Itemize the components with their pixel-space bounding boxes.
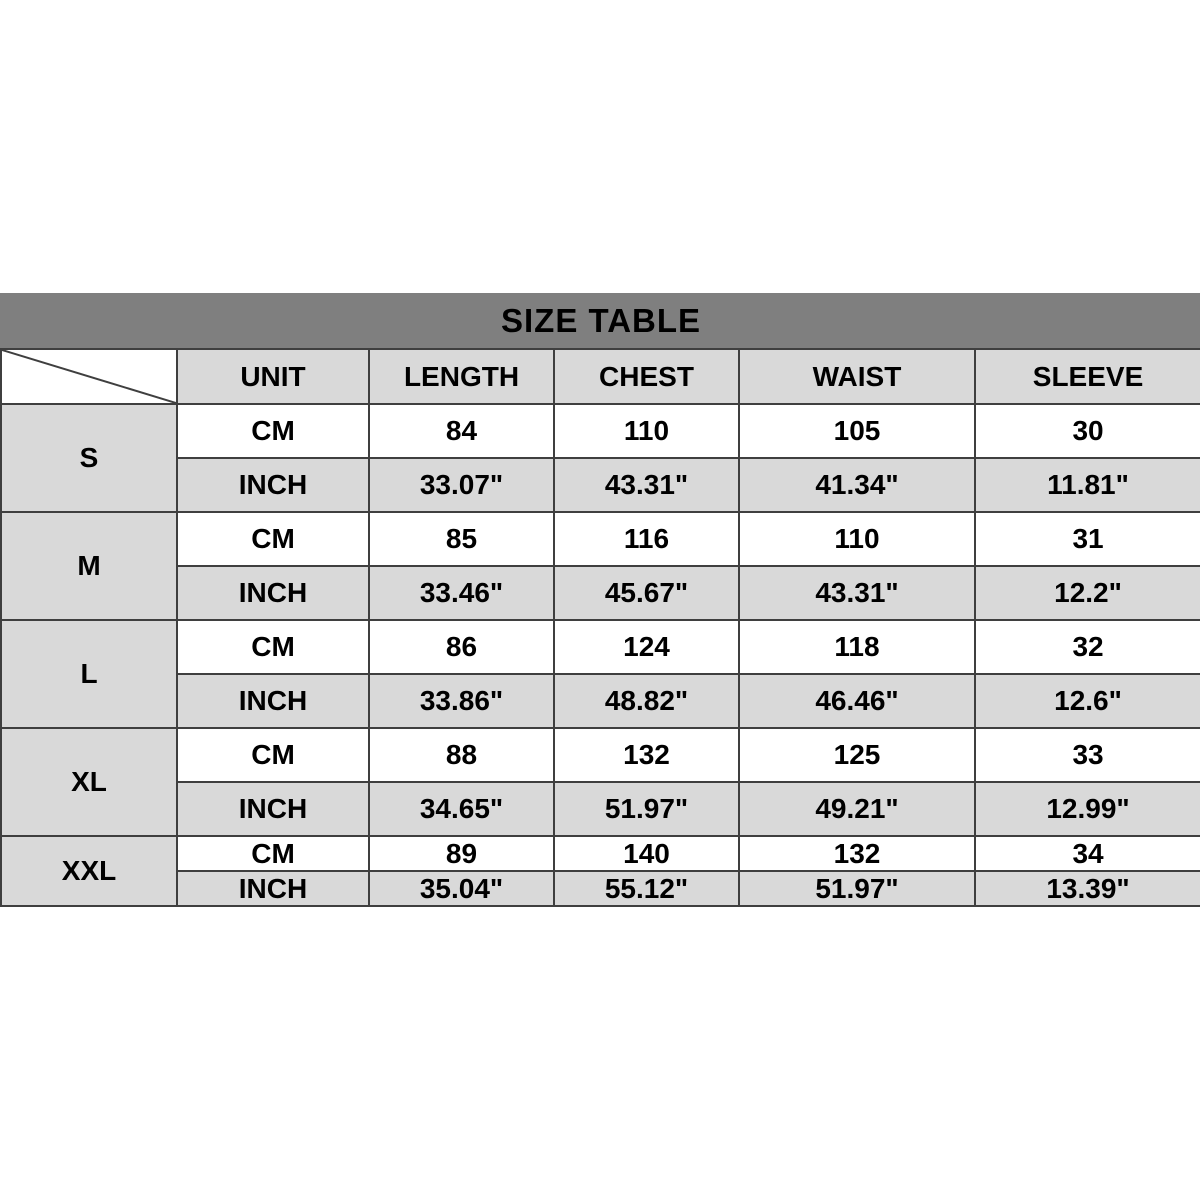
unit-label: CM [177,620,369,674]
inch-value-cell: 34.65" [369,782,554,836]
inch-value-cell: 33.46" [369,566,554,620]
cm-value-cell: 132 [554,728,739,782]
inch-value-cell: 51.97" [554,782,739,836]
inch-value-cell: 11.81" [975,458,1200,512]
diagonal-line-icon [2,350,176,403]
inch-value-cell: 46.46" [739,674,975,728]
size-label-l: L [1,620,177,728]
inch-value-cell: 12.6" [975,674,1200,728]
cm-value-cell: 30 [975,404,1200,458]
unit-label: INCH [177,458,369,512]
unit-label: INCH [177,782,369,836]
inch-value-cell: 33.86" [369,674,554,728]
unit-label: CM [177,836,369,871]
cm-value-cell: 85 [369,512,554,566]
inch-value-cell: 43.31" [739,566,975,620]
cm-value-cell: 105 [739,404,975,458]
column-header-length: LENGTH [369,349,554,404]
column-header-chest: CHEST [554,349,739,404]
cm-value-cell: 118 [739,620,975,674]
table-title: SIZE TABLE [1,294,1200,349]
unit-label: INCH [177,566,369,620]
column-header-unit: UNIT [177,349,369,404]
inch-value-cell: 45.67" [554,566,739,620]
inch-value-cell: 13.39" [975,871,1200,906]
size-label-s: S [1,404,177,512]
cm-value-cell: 32 [975,620,1200,674]
cm-value-cell: 84 [369,404,554,458]
cm-value-cell: 89 [369,836,554,871]
inch-value-cell: 35.04" [369,871,554,906]
top-whitespace [0,0,1200,293]
size-label-xxl: XXL [1,836,177,906]
cm-value-cell: 88 [369,728,554,782]
cm-value-cell: 86 [369,620,554,674]
cm-value-cell: 124 [554,620,739,674]
cm-value-cell: 140 [554,836,739,871]
inch-value-cell: 49.21" [739,782,975,836]
cm-value-cell: 125 [739,728,975,782]
unit-label: CM [177,512,369,566]
unit-label: INCH [177,674,369,728]
cm-value-cell: 31 [975,512,1200,566]
unit-label: CM [177,404,369,458]
diagonal-corner-cell [1,349,177,404]
inch-value-cell: 12.99" [975,782,1200,836]
unit-label: CM [177,728,369,782]
cm-value-cell: 34 [975,836,1200,871]
inch-value-cell: 33.07" [369,458,554,512]
cm-value-cell: 33 [975,728,1200,782]
column-header-waist: WAIST [739,349,975,404]
inch-value-cell: 43.31" [554,458,739,512]
unit-label: INCH [177,871,369,906]
size-label-xl: XL [1,728,177,836]
cm-value-cell: 110 [739,512,975,566]
cm-value-cell: 132 [739,836,975,871]
inch-value-cell: 55.12" [554,871,739,906]
size-table [0,293,1200,907]
cm-value-cell: 110 [554,404,739,458]
column-header-sleeve: SLEEVE [975,349,1200,404]
inch-value-cell: 48.82" [554,674,739,728]
inch-value-cell: 12.2" [975,566,1200,620]
cm-value-cell: 116 [554,512,739,566]
inch-value-cell: 51.97" [739,871,975,906]
inch-value-cell: 41.34" [739,458,975,512]
size-label-m: M [1,512,177,620]
